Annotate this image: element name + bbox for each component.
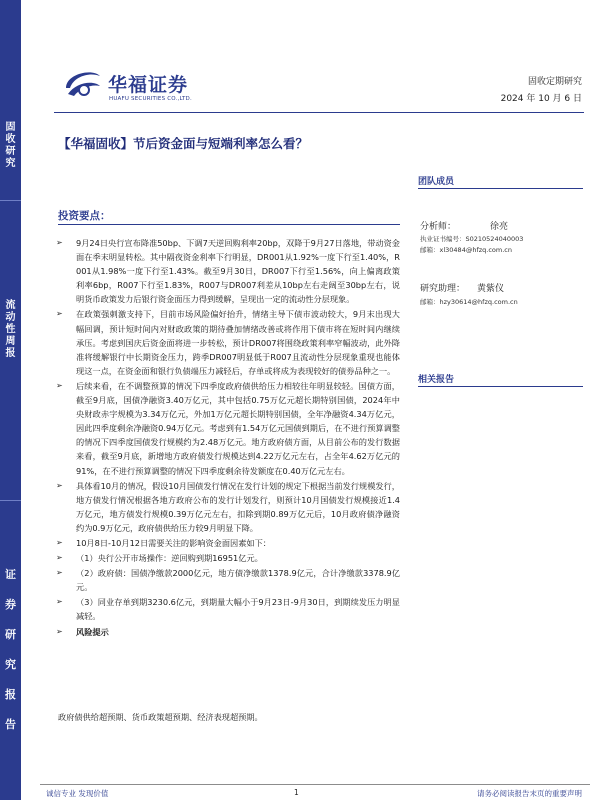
sidebar-char: 报 bbox=[5, 688, 16, 701]
arrow-bullet-icon: ➢ bbox=[56, 380, 63, 390]
list-item bbox=[56, 236, 400, 306]
list-item bbox=[56, 566, 400, 594]
arrow-bullet-icon: ➢ bbox=[56, 480, 63, 490]
sidebar-char: 告 bbox=[5, 718, 16, 731]
list-item-text: 具体看10月的情况，假设10月国债发行情况在发行计划的规定下根据当前发行规模发行，地方债发行情况根据各地方政府公布的发行计划发行，则预计10月国债发行规模接近1.4万亿元，地方债发行规模0.39万亿元左右，扣除到期0.89万亿元后，10月政府债净融资约为0.9万亿元，政府债供给压力较9月明显下降。 bbox=[76, 480, 400, 533]
team-divider bbox=[418, 188, 583, 189]
key-points-list bbox=[56, 236, 400, 640]
list-item-text: （3）同业存单到期3230.6亿元，到期量大幅小于9月23日-9月30日，到期续发压力明显减轻。 bbox=[76, 597, 400, 622]
section-divider bbox=[58, 224, 400, 225]
sidebar-char: 券 bbox=[5, 598, 16, 611]
sidebar-char: 收 bbox=[5, 134, 16, 145]
footer-slogan: 诚信专业 发现价值 bbox=[46, 789, 109, 798]
list-item bbox=[56, 379, 400, 478]
logo-en-text: HUAFU SECURITIES CO.,LTD. bbox=[109, 96, 192, 102]
arrow-bullet-icon: ➢ bbox=[56, 597, 63, 607]
sidebar-label-liquidity-weekly bbox=[0, 300, 21, 360]
assistant-email: 邮箱：hzy30614@hfzq.com.cn bbox=[420, 298, 518, 306]
related-divider bbox=[418, 386, 583, 387]
sidebar-char: 证 bbox=[5, 568, 16, 581]
arrow-bullet-icon: ➢ bbox=[56, 238, 63, 247]
risk-title-item bbox=[56, 625, 400, 639]
sidebar-char: 研 bbox=[5, 628, 16, 641]
sidebar-char: 性 bbox=[5, 324, 16, 335]
report-type: 固收定期研究 bbox=[527, 77, 582, 87]
header-divider bbox=[54, 112, 584, 113]
risk-title: 风险提示 bbox=[76, 626, 109, 637]
team-label: 团队成员 bbox=[418, 177, 455, 187]
sidebar-char: 究 bbox=[5, 658, 16, 671]
sidebar-label-fixed-income bbox=[0, 122, 21, 170]
sidebar-char: 究 bbox=[5, 158, 16, 169]
list-item-text: 在政策强刺激支持下，目前市场风险偏好抬升，情绪主导下债市波动较大，9月末出现大幅回调，预计短时间内对财政政策的期待叠加情绪改善或将作用下债市将在短时间内继续承压。考虑到国庆后资金面将进一步转松，预计DR007将围绕政策利率窄幅波动，此外降准将缓解银行中长期资金压力，跨季DR007明显低于R007且流动性分层现象重现也能体现这一点，在资金面和银行负债端压力减轻后，存单或将成为表现较好的债券品种之一。 bbox=[76, 309, 400, 376]
section-title: 投资要点： bbox=[58, 210, 111, 222]
logo-cn-text: 华福证券 bbox=[108, 74, 189, 96]
footer-disclaimer: 请务必阅读报告末页的重要声明 bbox=[477, 789, 582, 798]
report-title: 【华福固收】节后资金面与短端利率怎么看？ bbox=[58, 136, 309, 151]
sidebar-char: 流 bbox=[5, 300, 16, 311]
analyst-cert: 执业证书编号：S0210524040003 bbox=[420, 235, 524, 243]
arrow-bullet-icon: ➢ bbox=[56, 537, 63, 547]
assistant-line bbox=[420, 281, 504, 294]
arrow-bullet-icon: ➢ bbox=[56, 568, 63, 578]
sidebar-char: 周 bbox=[5, 336, 16, 347]
sidebar bbox=[0, 0, 21, 800]
sidebar-label-securities-research bbox=[0, 560, 21, 740]
list-item-text: 后续来看，在不调整预算的情况下四季度政府债供给压力相较往年明显较轻。国债方面，截至9月底，国债净融资3.40万亿元，其中包括0.75万亿元超长期特别国债，2024年中央财政赤字规模为3.34万亿元，外加1万亿元超长期特别国债，全年净融资4.34万亿元，因此四季度剩余净融资0.94万亿元。考虑到有1.54万亿元国债到期后，在不进行预算调整的情况下四季度国债发行规模约为2.48万亿元。地方政府债方面，从目前公布的发行数据来看，截至9月底，新增地方政府债发行规模达到4.22万亿元左右，占全年4.62万亿元的91%，在不进行预算调整的情况下四季度剩余待发额度在0.40万亿元左右。 bbox=[76, 380, 400, 476]
analyst-name: 徐亮 bbox=[490, 222, 509, 232]
analyst-label: 分析师： bbox=[420, 222, 457, 232]
arrow-bullet-icon: ➢ bbox=[56, 626, 63, 636]
related-reports-label: 相关报告 bbox=[418, 375, 455, 385]
sidebar-char: 报 bbox=[5, 348, 16, 359]
list-item-text: （2）政府债：国债净缴款2000亿元，地方债净缴款1378.9亿元，合计净缴款3378.9亿元。 bbox=[76, 568, 400, 593]
list-item bbox=[56, 536, 400, 550]
list-item bbox=[56, 551, 400, 565]
arrow-bullet-icon: ➢ bbox=[56, 553, 63, 563]
sidebar-char: 固 bbox=[5, 122, 16, 133]
arrow-bullet-icon: ➢ bbox=[56, 309, 63, 319]
assistant-label: 研究助理： bbox=[420, 284, 466, 294]
sidebar-char: 研 bbox=[5, 146, 16, 157]
sidebar-char: 动 bbox=[5, 312, 16, 323]
list-item bbox=[56, 595, 400, 623]
analyst-email: 邮箱：xl30484@hfzq.com.cn bbox=[420, 246, 512, 254]
report-date: 2024 年 10 月 6 日 bbox=[500, 94, 582, 104]
footer-divider bbox=[40, 784, 590, 785]
assistant-name: 黄紫仪 bbox=[477, 284, 505, 294]
risk-text: 政府债供给超预期、货币政策超预期、经济表现超预期。 bbox=[58, 712, 263, 722]
analyst-line bbox=[420, 219, 508, 232]
page-number: 1 bbox=[294, 788, 299, 797]
list-item bbox=[56, 307, 400, 377]
list-item bbox=[56, 479, 400, 535]
list-item-text: 9月24日央行宣布降准50bp、下调7天逆回购利率20bp，双降于9月27日落地，带动资金面在季末明显转松。其中隔夜资金利率下行明显，DR001从1.92%一度下行至1.40%，R001从1.98%一度下行至1.43%。截至9月30日，DR007下行至1.56%，向上偏离政策利率6bp，R007下行至1.83%，R007与DR007利差从10bp左右走阔至30bp左右，说明货币政策发力后银行资金面压力得到缓解，呈现出一定的流动性分层现象。 bbox=[76, 238, 400, 305]
logo-mark-icon bbox=[62, 66, 102, 102]
sidebar-divider bbox=[0, 500, 21, 501]
sidebar-divider bbox=[0, 200, 21, 201]
list-item-text: （1）央行公开市场操作：逆回购到期16951亿元。 bbox=[76, 553, 263, 564]
company-logo bbox=[62, 66, 222, 106]
list-item-text: 10月8日-10月12日需要关注的影响资金面因素如下： bbox=[76, 537, 271, 548]
